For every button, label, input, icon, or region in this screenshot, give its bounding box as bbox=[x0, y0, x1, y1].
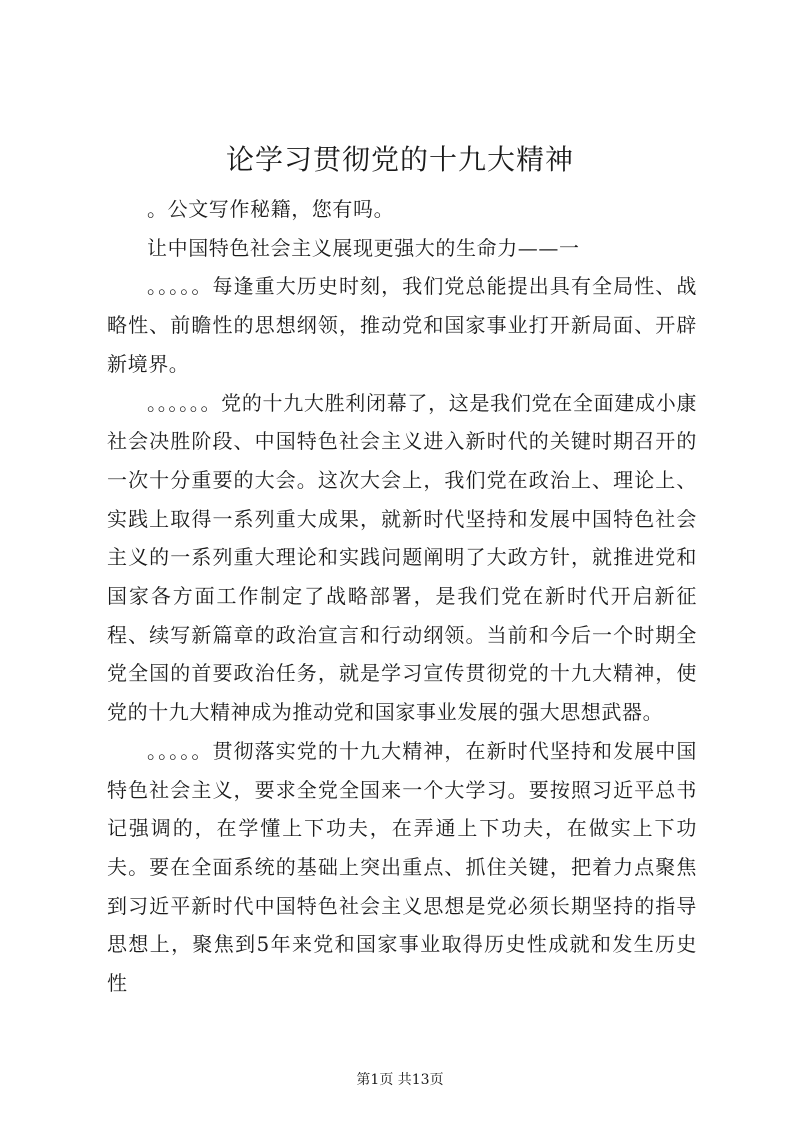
page-number-footer: 第1页 共13页 bbox=[356, 1072, 444, 1088]
paragraph-3: 。。。。。每逢重大历史时刻，我们党总能提出具有全局性、战略性、前瞻性的思想纲领，推动党和国家事业打开新局面、开辟新境界。 bbox=[107, 274, 697, 376]
paragraph-4: 。。。。。。党的十九大胜利闭幕了，这是我们党在全面建成小康社会决胜阶段、中国特色社会主义进入新时代的关键时期召开的一次十分重要的大会。这次大会上，我们党在政治上、理论上、实践上取得一系列重大成果，就新时代坚持和发展中国特色社会主义的一系列重大理论和实践问题阐明了大政方针，就推进党和国家各方面工作制定了战略部署，是我们党在新时代开启新征程、续写新篇章的政治宣言和行动纲领。当前和今后一个时期全党全国的首要政治任务，就是学习宣传贯彻党的十九大精神，使党的十九大精神成为推动党和国家事业发展的强大思想武器。 bbox=[107, 390, 697, 725]
document-title: 论学习贯彻党的十九大精神 bbox=[225, 143, 574, 176]
paragraph-2: 让中国特色社会主义展现更强大的生命力——一 bbox=[147, 235, 580, 260]
document-body bbox=[107, 190, 697, 1003]
paragraph-1: 。公文写作秘籍，您有吗。 bbox=[147, 197, 395, 221]
paragraph-5: 。。。。。贯彻落实党的十九大精神，在新时代坚持和发展中国特色社会主义，要求全党全国来一个大学习。要按照习近平总书记强调的，在学懂上下功夫，在弄通上下功夫，在做实上下功夫。要在全面系统的基础上突出重点、抓住关键，把着力点聚焦到习近平新时代中国特色社会主义思想是党必须长期坚持的指导思想上，聚焦到5年来党和国家事业取得历史性成就和发生历史性 bbox=[107, 738, 697, 996]
